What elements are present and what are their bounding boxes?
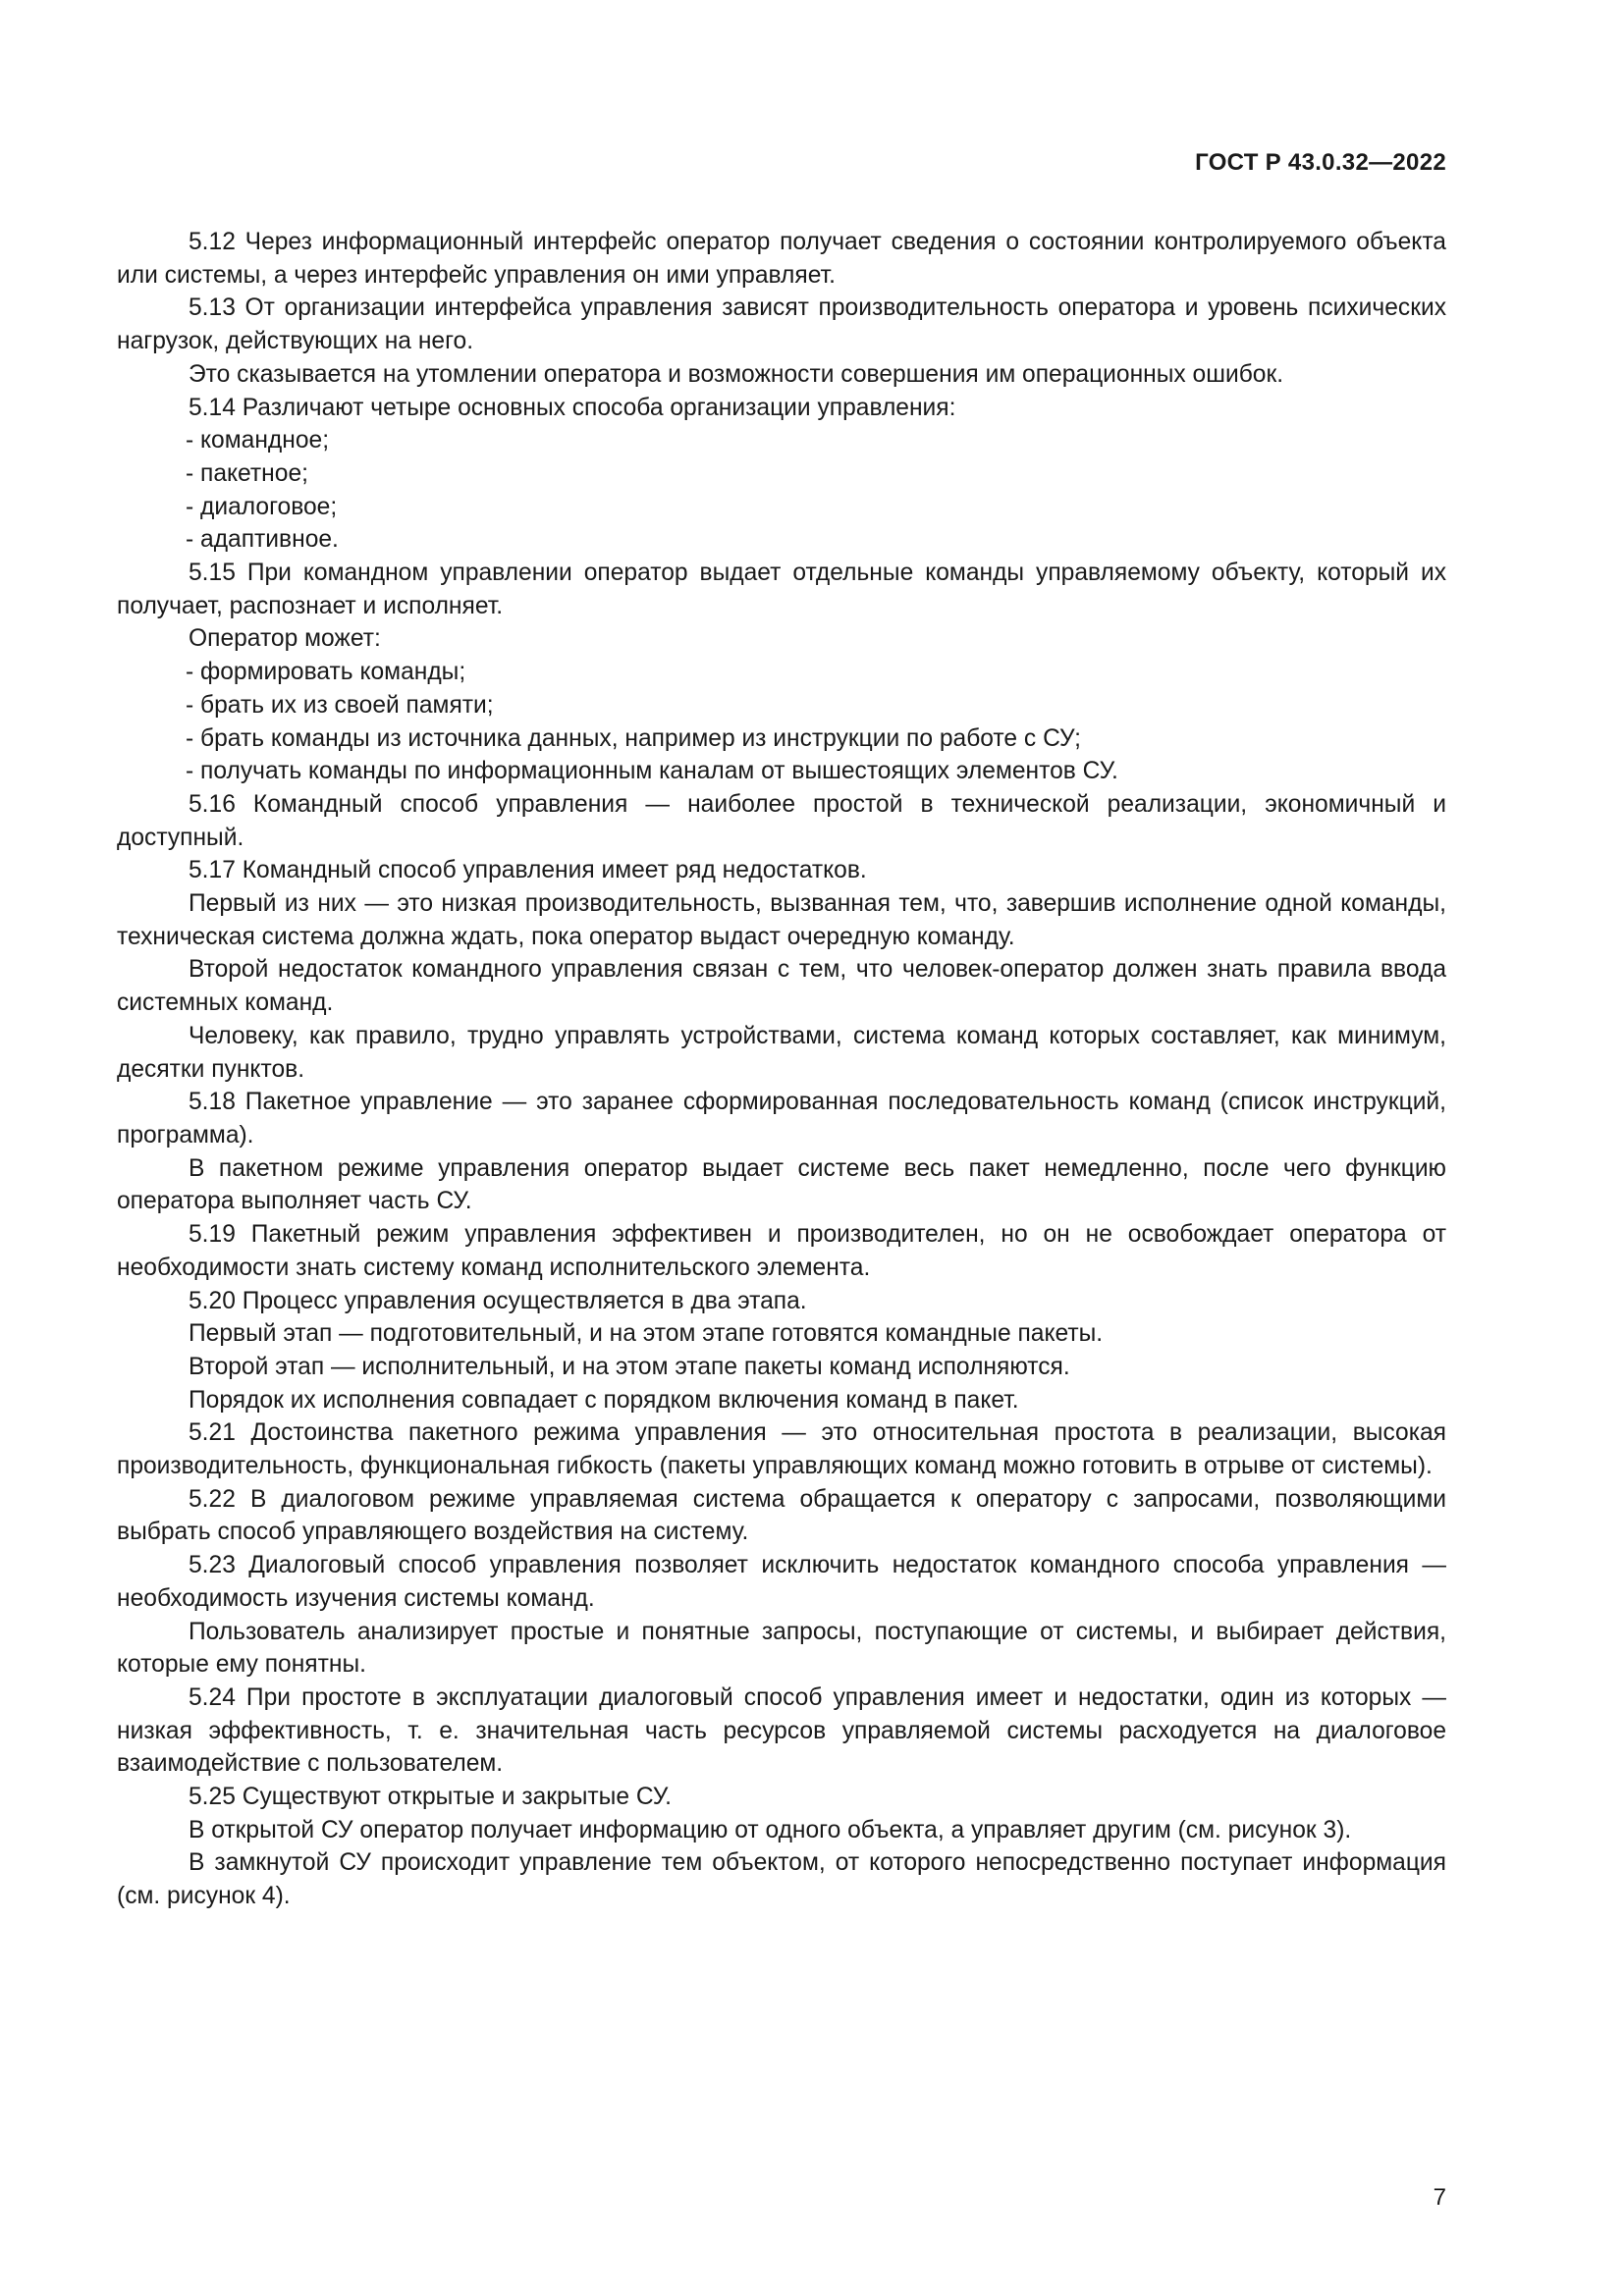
paragraph: В пакетном режиме управления оператор выдает системе весь пакет немедленно, после чего функцию оператора выполняет часть СУ. <box>117 1154 1446 1215</box>
list-item: - получать команды по информационным каналам от вышестоящих элементов СУ. <box>186 758 1118 785</box>
list-item: - пакетное; <box>186 459 308 487</box>
paragraph: 5.14 Различают четыре основных способа организации управления: <box>189 394 956 421</box>
paragraph: Второй этап — исполнительный, и на этом этапе пакеты команд исполняются. <box>189 1353 1070 1380</box>
paragraph: Человеку, как правило, трудно управлять устройствами, система команд которых составляет, как минимум, десятки пунктов. <box>117 1022 1446 1083</box>
paragraph: 5.18 Пакетное управление — это заранее сформированная последовательность команд (список инструкций, программа). <box>117 1089 1446 1148</box>
document-header: ГОСТ Р 43.0.32—2022 <box>1195 149 1446 176</box>
paragraph: 5.22 В диалоговом режиме управляемая система обращается к оператору с запросами, позволяющими выбрать способ управляющего воздействия на систему. <box>117 1485 1446 1546</box>
paragraph: Первый из них — это низкая производительность, вызванная тем, что, завершив исполнение одной команды, техническая система должна ждать, пока оператор выдаст очередную команду. <box>117 890 1446 950</box>
paragraph: Второй недостаток командного управления связан с тем, что человек-оператор должен знать правила ввода системных команд. <box>117 956 1446 1017</box>
list-item: - адаптивное. <box>186 526 339 554</box>
paragraph: Первый этап — подготовительный, и на этом этапе готовятся командные пакеты. <box>189 1320 1104 1348</box>
paragraph: 5.15 При командном управлении оператор выдает отдельные команды управляемому объекту, который их получает, распознает и исполняет. <box>117 560 1446 619</box>
paragraph: В замкнутой СУ происходит управление тем объектом, от которого непосредственно поступает информация (см. рисунок 4). <box>117 1849 1446 1910</box>
paragraph: 5.23 Диалоговый способ управления позволяет исключить недостаток командного способа управления — необходимость изучения системы команд. <box>117 1552 1446 1612</box>
paragraph: 5.24 При простоте в эксплуатации диалоговый способ управления имеет и недостатки, один из которых — низкая эффективность, т. е. значительная часть ресурсов управляемой системы расходуется на диалоговое взаимодействие с пользователем. <box>117 1683 1446 1778</box>
paragraph: Пользователь анализирует простые и понятные запросы, поступающие от системы, и выбирает действия, которые ему понятны. <box>117 1618 1446 1679</box>
paragraph: Это сказывается на утомлении оператора и возможности совершения им операционных ошибок. <box>189 360 1284 388</box>
list-item: - брать команды из источника данных, например из инструкции по работе с СУ; <box>186 724 1081 752</box>
paragraph: 5.12 Через информационный интерфейс оператор получает сведения о состоянии контролируемого объекта или системы, а через интерфейс управления он ими управляет. <box>117 229 1446 289</box>
document-body <box>117 226 1446 1913</box>
paragraph: 5.17 Командный способ управления имеет ряд недостатков. <box>189 857 867 884</box>
paragraph: 5.25 Существуют открытые и закрытые СУ. <box>189 1784 672 1811</box>
paragraph: 5.21 Достоинства пакетного режима управления — это относительная простота в реализации, высокая производительность, функциональная гибкость (пакеты управляющих команд можно готовить в отрыве от системы). <box>117 1419 1446 1480</box>
paragraph: 5.16 Командный способ управления — наиболее простой в технической реализации, экономичный и доступный. <box>117 790 1446 851</box>
list-item: - формировать команды; <box>186 659 466 686</box>
paragraph: 5.13 От организации интерфейса управления зависят производительность оператора и уровень психических нагрузок, действующих на него. <box>117 294 1446 355</box>
paragraph: Оператор может: <box>189 625 381 653</box>
list-item: - диалоговое; <box>186 493 338 520</box>
list-item: - командное; <box>186 427 330 454</box>
paragraph: Порядок их исполнения совпадает с порядком включения команд в пакет. <box>189 1386 1019 1414</box>
paragraph: 5.20 Процесс управления осуществляется в два этапа. <box>189 1287 807 1314</box>
paragraph: В открытой СУ оператор получает информацию от одного объекта, а управляет другим (см. рисунок 3). <box>189 1816 1352 1843</box>
paragraph: 5.19 Пакетный режим управления эффективен и производителен, но он не освобождает оператора от необходимости знать систему команд исполнительского элемента. <box>117 1221 1446 1281</box>
page-number: 7 <box>1433 2184 1446 2211</box>
list-item: - брать их из своей памяти; <box>186 691 494 719</box>
